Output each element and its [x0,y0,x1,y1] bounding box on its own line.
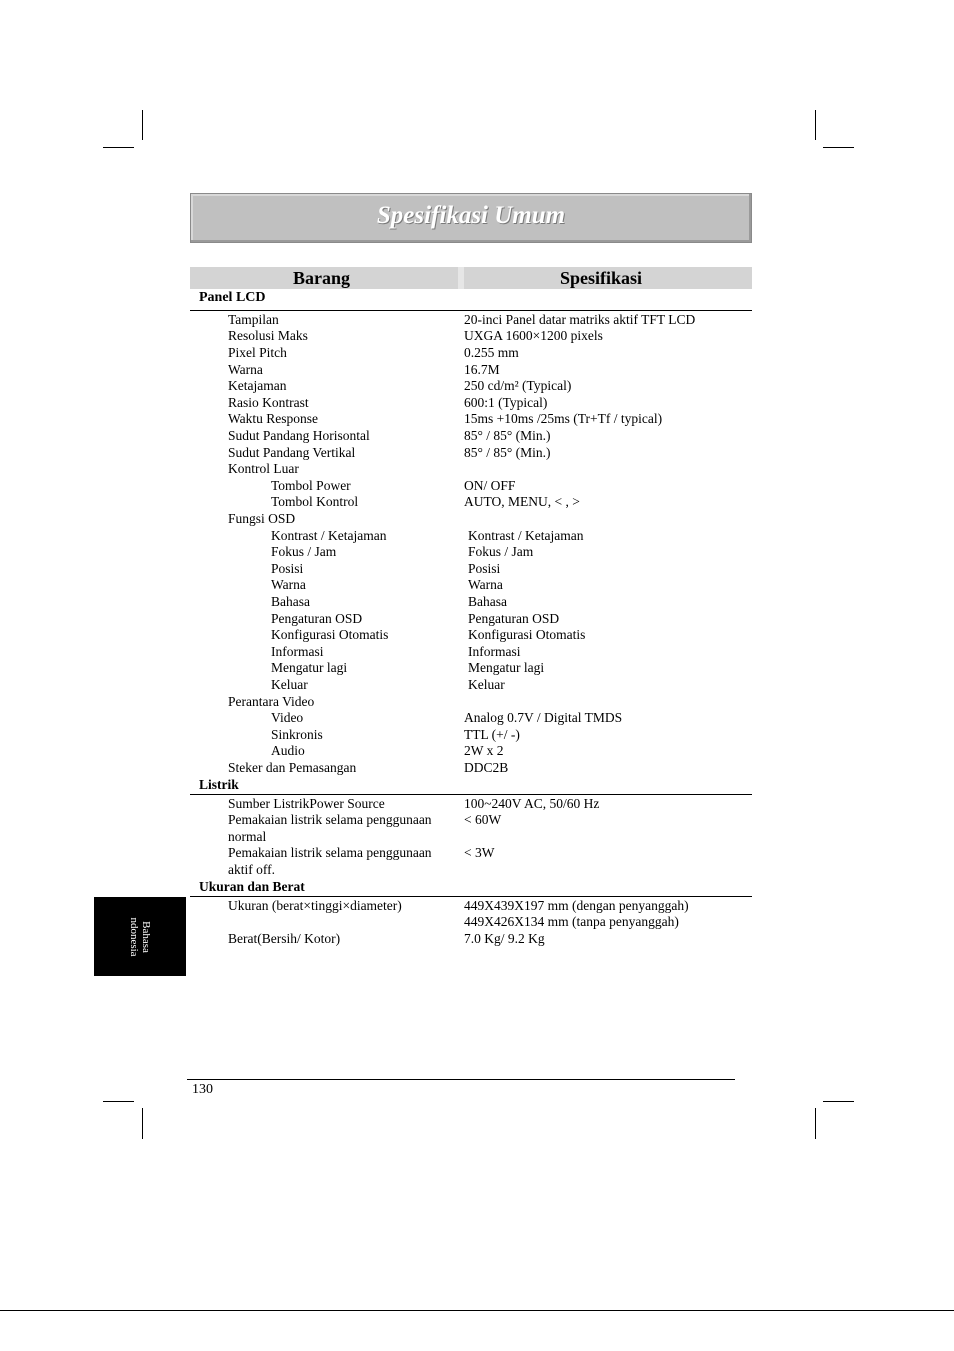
spec-label: Tombol Power [271,478,351,493]
header-item: Barang [293,268,351,288]
spec-label: Waktu Response [228,411,319,426]
spec-value: DDC2B [464,760,509,775]
spec-label: Warna [271,577,306,592]
header-separator [458,267,464,289]
spec-value: 449X439X197 mm (dengan penyanggah) [464,898,689,913]
spec-value: 85° / 85° (Min.) [464,445,551,460]
spec-label: Video [271,710,304,725]
section-divider [190,794,752,795]
language-tab [94,897,186,976]
spec-label: Berat(Bersih/ Kotor) [228,931,341,946]
spec-value: < 60W [464,812,502,827]
footer-divider [187,1079,735,1080]
spec-label: Fokus / Jam [271,544,337,559]
table-header [190,267,752,289]
spec-label: Sudut Pandang Horisontal [228,428,370,443]
spec-label: Warna [228,362,263,377]
spec-value-cont: 449X426X134 mm (tanpa penyanggah) [464,914,679,929]
spec-label: Informasi [271,644,324,659]
spec-value: Kontrast / Ketajaman [468,528,584,543]
spec-label: Rasio Kontrast [228,395,309,410]
spec-label: Perantara Video [228,694,315,709]
spec-label: Bahasa [271,594,310,609]
spec-label: Steker dan Pemasangan [228,760,357,775]
spec-label: Keluar [271,677,308,692]
spec-value: Konfigurasi Otomatis [468,627,586,642]
spec-value: 7.0 Kg/ 9.2 Kg [464,931,545,946]
spec-value: 250 cd/m² (Typical) [464,378,572,393]
spec-value: Fokus / Jam [468,544,534,559]
spec-label: Pixel Pitch [228,345,287,360]
spec-value: 15ms +10ms /25ms (Tr+Tf / typical) [464,411,663,426]
section-panel-lcd: Panel LCD [199,290,266,305]
language-tab-text [128,917,152,956]
spec-value: ON/ OFF [464,478,516,493]
spec-value: 16.7M [464,362,500,377]
spec-value: Posisi [468,561,501,576]
spec-label-cont: aktif off. [228,862,275,877]
spec-value: AUTO, MENU, < , > [464,494,580,509]
spec-label: Mengatur lagi [271,660,348,675]
page-title: Spesifikasi Umum [376,202,566,229]
spec-label: Sudut Pandang Vertikal [228,445,356,460]
crop-mark [815,1108,816,1139]
spec-value: UXGA 1600×1200 pixels [464,328,603,343]
spec-label: Ketajaman [228,378,287,393]
spec-label: Pengaturan OSD [271,611,363,626]
spec-value: Informasi [468,644,521,659]
spec-label: Pemakaian listrik selama penggunaan [228,845,432,860]
spec-value: 85° / 85° (Min.) [464,428,551,443]
spec-label: Resolusi Maks [228,328,308,343]
crop-mark [815,110,816,140]
spec-value: < 3W [464,845,495,860]
spec-label: Audio [271,743,305,758]
spec-label: Pemakaian listrik selama penggunaan [228,812,432,827]
spec-label: Kontrol Luar [228,461,299,476]
spec-value: TTL (+/ -) [464,727,520,742]
spec-label: Kontrast / Ketajaman [271,528,387,543]
spec-label: Posisi [271,561,304,576]
spec-value: 2W x 2 [464,743,504,758]
spec-value: Keluar [468,677,505,692]
crop-mark [103,147,134,148]
crop-mark [103,1101,134,1102]
spec-value: 100~240V AC, 50/60 Hz [464,796,600,811]
crop-mark [823,147,854,148]
crop-mark [142,110,143,140]
spec-value: Analog 0.7V / Digital TMDS [464,710,623,725]
spec-label: Fungsi OSD [228,511,296,526]
spec-value: 600:1 (Typical) [464,395,548,410]
spec-value: Bahasa [468,594,507,609]
spec-label: Sinkronis [271,727,323,742]
section-ukuran-berat: Ukuran dan Berat [199,879,305,894]
page-title-bar [190,193,752,243]
crop-mark [142,1108,143,1139]
spec-label: Konfigurasi Otomatis [271,627,389,642]
spec-value: Mengatur lagi [468,660,545,675]
spec-value: 20-inci Panel datar matriks aktif TFT LCD [464,312,696,327]
section-divider [190,896,752,897]
section-divider [190,310,752,311]
spec-value: 0.255 mm [464,345,519,360]
spec-value: Warna [468,577,503,592]
language-tab-line2: ndonesia [128,917,140,957]
bottom-rule [0,1310,954,1311]
spec-value: Pengaturan OSD [468,611,560,626]
spec-label: Tampilan [228,312,279,327]
spec-label: Sumber ListrikPower Source [228,796,385,811]
header-spec: Spesifikasi [560,268,643,288]
spec-label-cont: normal [228,829,267,844]
page-number: 130 [192,1082,213,1097]
spec-label: Tombol Kontrol [271,494,359,509]
crop-mark [823,1101,854,1102]
spec-label: Ukuran (berat×tinggi×diameter) [228,898,402,913]
language-tab-line1: Bahasa [140,921,152,953]
section-listrik: Listrik [199,777,239,792]
